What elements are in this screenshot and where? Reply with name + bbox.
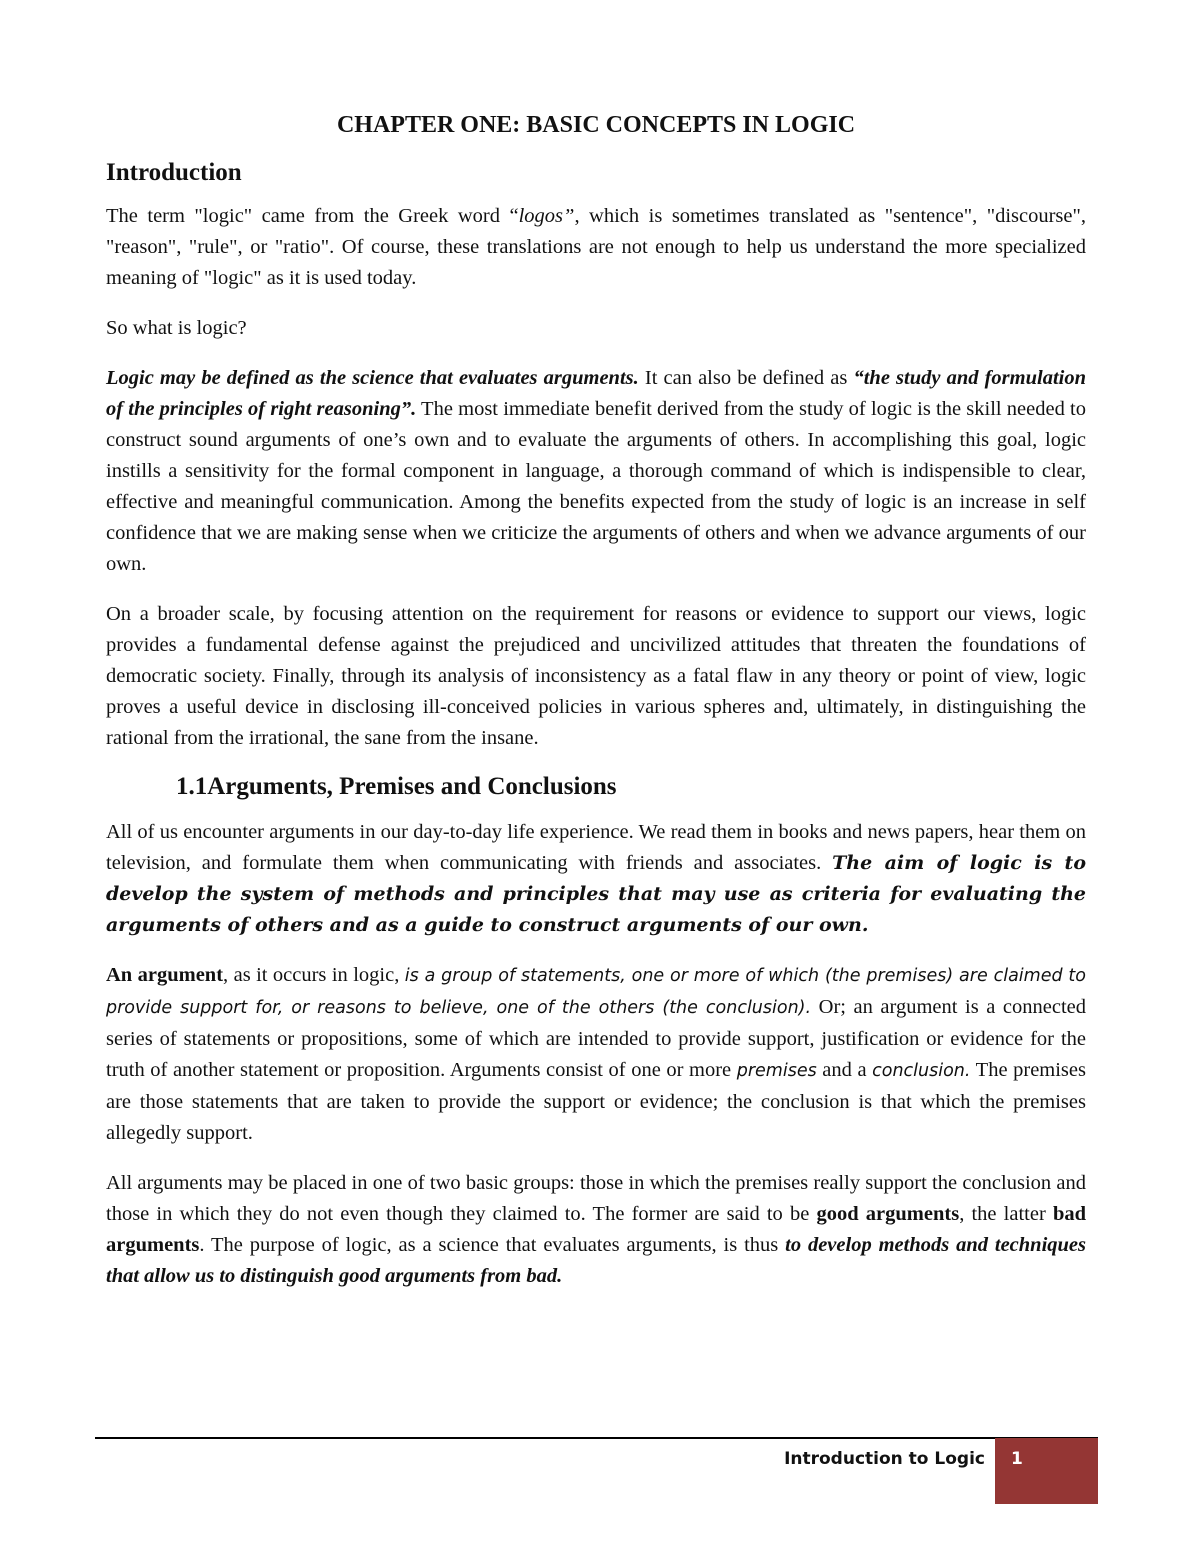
paragraph-logos	[106, 201, 1086, 294]
paragraph-question: So what is logic?	[106, 317, 247, 339]
term-bad-arguments: bad arguments	[106, 1203, 1086, 1256]
page-number: 1	[1011, 1449, 1023, 1469]
text-run: The term "logic" came from the Greek word “	[106, 205, 519, 227]
paragraph-good-bad	[106, 1168, 1086, 1292]
term-conclusion: conclusion.	[872, 1061, 971, 1081]
argument-definition-italic: is a group of statements, one or more of which (the premises) are claimed to provide support for, or reasons to believe, one of the others (the conclusion).	[106, 966, 1087, 1018]
page-number-box	[995, 1438, 1098, 1504]
text-run: All of us encounter arguments in our day-to-day life experience. We read them in books and news papers, hear them on television, and formulate them when communicating with friends and associates.	[106, 821, 1086, 874]
text-run: and a	[816, 1059, 873, 1081]
term-premises: premises	[736, 1061, 817, 1081]
introduction-heading: Introduction	[106, 159, 242, 186]
term-good-arguments: good arguments	[816, 1203, 960, 1225]
text-run: , the latter	[959, 1203, 1053, 1225]
chapter-title: CHAPTER ONE: BASIC CONCEPTS IN LOGIC	[336, 112, 856, 138]
definition-quote: “the study and formulation of the principles of right reasoning”.	[106, 367, 1086, 420]
text-run: The premises are those statements that are taken to provide the support or evidence; the conclusion is that which the premises allegedly support.	[106, 1059, 1086, 1144]
footer-title: Introduction to Logic	[784, 1449, 985, 1469]
paragraph-encounter	[106, 817, 1086, 941]
text-run: All arguments may be placed in one of two basic groups: those in which the premises really support the conclusion and those in which they do not even though they claimed to. The former are said to be	[106, 1172, 1086, 1225]
text-run: Or; an argument is a connected series of statements or propositions, some of which are intended to provide support, justification or evidence for the truth of another statement or proposition. Arguments consist of one or more	[106, 996, 1086, 1081]
footer-rule	[95, 1437, 1098, 1439]
term-argument: An argument	[106, 964, 224, 986]
paragraph-broader-scale: On a broader scale, by focusing attention on the requirement for reasons or evidence to support our views, logic provides a fundamental defense against the prejudiced and uncivilized attitudes that threaten the foundations of democratic society. Finally, through its analysis of inconsistency as a fatal flaw in any theory or point of view, logic proves a useful device in disclosing ill-conceived policies in various spheres and, ultimately, in distinguishing the rational from the irrational, the sane from the insane.	[106, 603, 1086, 749]
text-run: It can also be defined as	[638, 367, 854, 389]
text-run: , which is sometimes translated as "sentence", "discourse", "reason", "rule", or "ratio". Of course, these translations are not enough to help us understand the more specialized meaning of "logic" as it is used today.	[106, 205, 1086, 289]
page-content	[106, 112, 1086, 1311]
italic-logos: logos”	[518, 205, 575, 227]
text-run: , as it occurs in logic,	[223, 964, 405, 986]
section-heading: 1.1Arguments, Premises and Conclusions	[176, 773, 617, 800]
definition-emphasis: Logic may be defined as the science that evaluates arguments.	[106, 367, 639, 389]
paragraph-argument-definition	[106, 960, 1086, 1149]
text-run: . The purpose of logic, as a science that evaluates arguments, is thus	[199, 1234, 786, 1256]
text-run: The most immediate benefit derived from the study of logic is the skill needed to construct sound arguments of one’s own and to evaluate the arguments of others. In accomplishing this goal, logic instills a sensitivity for the formal component in language, a thorough command of which is indispensible to clear, effective and meaningful communication. Among the benefits expected from the study of logic is an increase in self confidence that we are making sense when we criticize the arguments of others and when we advance arguments of our own.	[106, 398, 1086, 575]
aim-of-logic-emphasis: The aim of logic is to develop the system of methods and principles that may use as criteria for evaluating the arguments of others and as a guide to construct arguments of our own.	[106, 852, 1086, 936]
paragraph-definition	[106, 363, 1086, 580]
purpose-emphasis: to develop methods and techniques that allow us to distinguish good arguments from bad.	[106, 1234, 1086, 1287]
